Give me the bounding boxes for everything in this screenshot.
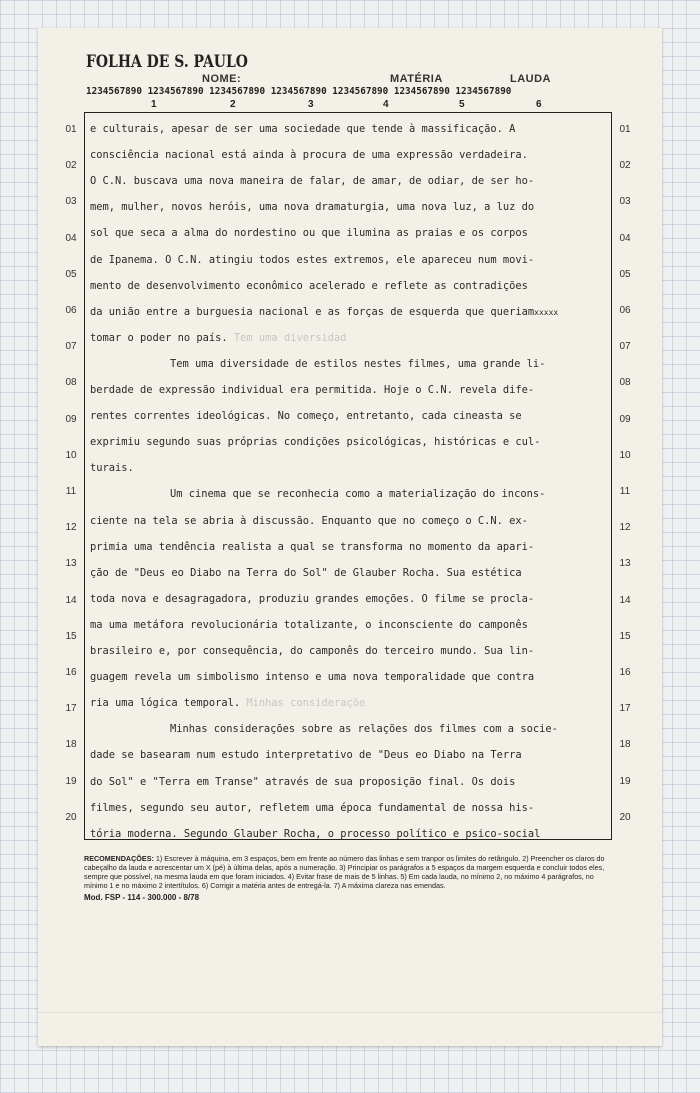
line-number-left: 03 xyxy=(65,196,77,208)
typed-line xyxy=(90,697,610,709)
line-number-left: 12 xyxy=(65,522,77,534)
typed-line-text: O C.N. buscava uma nova maneira de falar, de amar, de odiar, de ser ho- xyxy=(90,175,535,188)
recommendations-note xyxy=(84,854,614,890)
typed-line xyxy=(90,619,610,631)
ruler-block-number: 4 xyxy=(383,99,389,110)
line-number-right: 12 xyxy=(619,522,631,534)
line-number-left: 08 xyxy=(65,377,77,389)
line-number-left: 10 xyxy=(65,449,77,461)
typed-line xyxy=(90,462,610,474)
line-number-right: 20 xyxy=(619,811,631,823)
typed-line-text: consciência nacional está ainda à procura de uma expressão verdadeira. xyxy=(90,149,528,162)
typed-line xyxy=(90,671,610,683)
typed-line xyxy=(90,593,610,605)
line-number-right: 05 xyxy=(619,268,631,280)
typed-line xyxy=(90,175,610,187)
typed-line-text: Tem uma diversidade de estilos nestes filmes, uma grande li- xyxy=(170,357,546,370)
typed-line-text: brasileiro e, por consequência, do camponês do terceiro mundo. Sua lin- xyxy=(90,645,535,657)
line-number-right: 09 xyxy=(619,413,631,425)
typed-line xyxy=(90,384,610,396)
typed-line-text: do Sol" e "Terra em Transe" através de sua proposição final. Os dois xyxy=(90,775,516,788)
line-number-left: 15 xyxy=(65,630,77,642)
line-number-right: 13 xyxy=(619,558,631,570)
line-number-right: 10 xyxy=(619,449,631,461)
typed-line xyxy=(90,749,610,761)
line-number-left: 18 xyxy=(65,739,77,751)
typed-line-text: e culturais, apesar de ser uma sociedade que tende à massificação. A xyxy=(90,123,516,135)
lauda-label: LAUDA xyxy=(510,73,551,85)
recommendations-heading: RECOMENDAÇÕES: xyxy=(84,854,154,863)
line-number-left: 05 xyxy=(65,268,77,280)
typed-line-text: mento de desenvolvimento econômico acelerado e reflete as contradições xyxy=(90,279,528,292)
typed-line xyxy=(90,149,610,161)
typed-line-text: rentes correntes ideológicas. No começo, entretanto, cada cineasta se xyxy=(90,410,522,423)
typed-line-text: guagem revela um simbolismo intenso e uma nova temporalidade que contra xyxy=(90,671,535,684)
typed-line-text: berdade de expressão individual era permitida. Hoje o C.N. revela dife- xyxy=(90,384,535,396)
typed-form-sheet xyxy=(38,28,662,1046)
materia-label: MATÉRIA xyxy=(390,73,443,85)
typed-line xyxy=(90,828,610,840)
typed-line-text: tória moderna. Segundo Glauber Rocha, o processo político e psico-social xyxy=(90,827,541,840)
typed-line-text: toda nova e desagragadora, produziu grandes emoções. O filme se procla- xyxy=(90,592,535,605)
line-number-right: 01 xyxy=(619,124,631,135)
line-number-left: 17 xyxy=(65,703,77,715)
ruler-block-number: 5 xyxy=(459,99,465,110)
line-number-right: 03 xyxy=(619,196,631,208)
line-number-left: 16 xyxy=(65,667,77,678)
line-number-left: 20 xyxy=(65,811,77,823)
line-number-left: 07 xyxy=(65,341,77,353)
line-number-left: 01 xyxy=(65,124,77,135)
line-number-right: 17 xyxy=(619,703,631,715)
line-number-right: 18 xyxy=(619,739,631,751)
typed-line xyxy=(90,645,610,657)
typed-line xyxy=(90,201,610,213)
ruler-block-number: 3 xyxy=(308,99,314,110)
typed-line-text: sol que seca a alma do nordestino ou que ilumina as praias e os corpos xyxy=(90,227,528,240)
typed-line xyxy=(90,254,610,266)
typed-line-text: tomar o poder no país. xyxy=(90,331,228,344)
erased-text: Tem uma diversidad xyxy=(227,331,347,344)
line-number-right: 14 xyxy=(619,594,631,606)
typed-line-text: ma uma metáfora revolucionária totalizante, o inconsciente do camponês xyxy=(90,618,528,631)
typed-line xyxy=(90,227,610,239)
typed-line-text: de Ipanema. O C.N. atingiu todos estes extremos, ele apareceu num movi- xyxy=(90,253,535,266)
line-number-left: 11 xyxy=(65,486,77,497)
typed-line xyxy=(90,776,610,788)
typed-line xyxy=(90,515,610,527)
line-number-left: 19 xyxy=(65,775,77,787)
line-number-right: 04 xyxy=(619,232,631,244)
line-number-left: 02 xyxy=(65,160,77,172)
column-ruler: 1234567890 1234567890 1234567890 1234567890 1234567890 1234567890 1234567890 xyxy=(86,86,512,97)
ruler-block-number: 1 xyxy=(151,99,157,110)
typed-line xyxy=(90,306,610,318)
line-number-right: 15 xyxy=(619,630,631,642)
typed-line-text: ção de "Deus eo Diabo na Terra do Sol" de Glauber Rocha. Sua estética xyxy=(90,566,522,579)
typed-line-text: primia uma tendência realista a qual se transforma no momento da apari- xyxy=(90,540,535,553)
typed-line xyxy=(90,280,610,292)
typed-line xyxy=(90,567,610,579)
typed-line xyxy=(90,123,610,135)
line-number-right: 07 xyxy=(619,341,631,353)
line-number-right: 19 xyxy=(619,775,631,787)
typed-line-text: turais. xyxy=(90,462,134,475)
recommendations-text: 1) Escrever à máquina, em 3 espaços, bem em frente ao número das linhas e sem tranpor os limites do retângulo. 2) Preencher os claros do cabeçalho da lauda e acrescentar um X (pé) à última delas, após a numeração. 3) Principiar os parágrafos a 5 espaços da margem esquerda e concluir todos eles, sempre que possível, na mesma lauda em que foram iniciados. 4) Evitar frase de mais de 5 linhas. 5) Em cada lauda, no mínimo 2, no máximo 4 parágrafos, no mínimo 1 e no máximo 2 intertítulos. 6) Corrigir a matéria antes de entregá-la. 7) A máxima clareza nas emendas. xyxy=(84,854,605,890)
typed-line-text: ciente na tela se abria à discussão. Enquanto que no começo o C.N. ex- xyxy=(90,514,528,527)
typed-line xyxy=(170,358,610,370)
line-number-right: 11 xyxy=(619,486,631,497)
line-number-right: 06 xyxy=(619,305,631,316)
typed-line xyxy=(90,541,610,553)
typed-line-text: filmes, segundo seu autor, refletem uma época fundamental de nossa his- xyxy=(90,801,535,814)
typed-line xyxy=(90,436,610,448)
ruler-block-number: 2 xyxy=(230,99,236,110)
line-number-left: 06 xyxy=(65,305,77,316)
form-code: Mod. FSP - 114 - 300.000 - 8/78 xyxy=(84,893,200,902)
line-number-right: 08 xyxy=(619,377,631,389)
typed-line xyxy=(170,488,610,500)
line-number-right: 02 xyxy=(619,160,631,172)
typed-line-text: ria uma lógica temporal. xyxy=(90,697,241,710)
strikeout-marks: xxxxx xyxy=(534,307,559,317)
line-number-right: 16 xyxy=(619,667,631,678)
typed-line-text: Um cinema que se reconhecia como a materialização do incons- xyxy=(170,488,546,501)
line-number-left: 13 xyxy=(65,558,77,570)
typed-line xyxy=(90,332,610,344)
line-number-left: 09 xyxy=(65,413,77,425)
typed-line xyxy=(90,802,610,814)
nome-label: NOME: xyxy=(202,73,242,85)
typed-line-text: dade se basearam num estudo interpretativo de "Deus eo Diabo na Terra xyxy=(90,749,522,762)
line-number-left: 04 xyxy=(65,232,77,244)
typed-line-text: mem, mulher, novos heróis, uma nova dramaturgia, uma nova luz, a luz do xyxy=(90,201,535,214)
fold-line xyxy=(38,1012,662,1013)
erased-text: Minhas consideraçõe xyxy=(240,697,366,710)
typed-line-text: Minhas considerações sobre as relações dos filmes com a socie- xyxy=(170,723,558,736)
typed-line xyxy=(90,410,610,422)
typed-line xyxy=(170,723,610,735)
typed-line-text: exprimiu segundo suas próprias condições psicológicas, históricas e cul- xyxy=(90,436,541,449)
line-number-left: 14 xyxy=(65,594,77,606)
ruler-block-number: 6 xyxy=(536,99,542,110)
newspaper-masthead: FOLHA DE S. PAULO xyxy=(86,52,248,72)
typed-line-text: da união entre a burguesia nacional e as forças de esquerda que queriam xyxy=(90,305,535,318)
